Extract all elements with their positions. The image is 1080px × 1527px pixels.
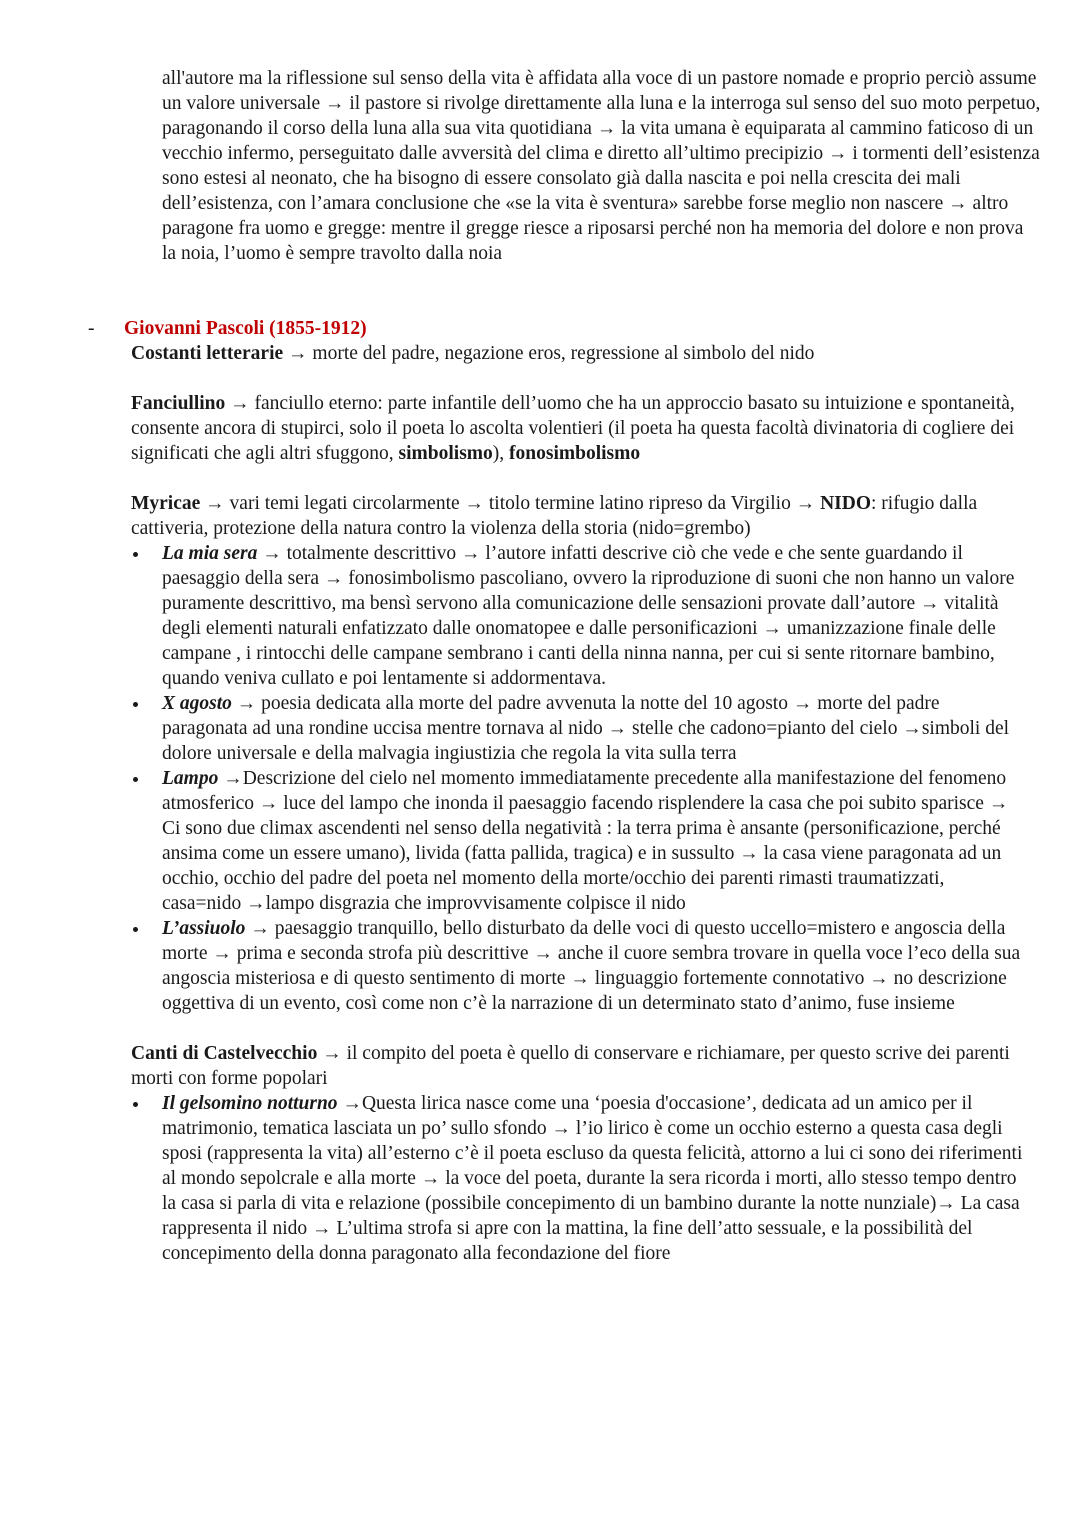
poem-title: Lampo	[162, 768, 219, 789]
list-item	[131, 1091, 1026, 1266]
myricae-poem-list	[131, 541, 1026, 1016]
section-title: Giovanni Pascoli (1855-1912)	[124, 318, 367, 339]
myricae-label: Myricae	[131, 493, 201, 514]
poem-title: L’assiuolo	[162, 918, 246, 939]
fonosimbolismo-term: fonosimbolismo	[509, 443, 641, 464]
poem-title: X agosto	[162, 693, 232, 714]
poem-text: → totalmente descrittivo → l’autore infatti descrive ciò che vede e che sente guardando il paesaggio della sera → fonosimbolismo pascoliano, ovvero la riproduzione di suoni che non hanno un valore puramente descrittivo, ma bensì servono alla comunicazione delle sensazioni provate dall’autore → vitalità degli elementi naturali enfatizzato dalle onomatopee e dalle personificazioni → umanizzazione finale delle campane , i rintocchi delle campane sembrano i canti della ninna nanna, per cui si sente ritornare bambino, quando veniva cullato e poi lentamente si addormentava.	[162, 543, 1015, 689]
myricae-text: → vari temi legati circolarmente → titolo termine latino ripreso da Virgilio →	[200, 493, 821, 514]
castelvecchio-text: → il compito del poeta è quello di conservare e richiamare, per questo scrive dei parenti morti con forme popolari	[131, 1043, 1010, 1089]
poem-text: →Descrizione del cielo nel momento immediatamente precedente alla manifestazione del fenomeno atmosferico → luce del lampo che inonda il paesaggio facendo risplendere la casa che poi subito sparisce → Ci sono due climax ascendenti nel senso della negatività : la terra prima è ansante (personificazione, perché ansima come un essere umano), livida (fatta pallida, tragica) e in sussulto → la casa viene paragonata ad un occhio, occhio del padre del poeta nel momento della morte/occhio dei parenti rimasti traumatizzati, casa=nido →lampo disgrazia che improvvisamente colpisce il nido	[162, 768, 1009, 914]
poem-text: → poesia dedicata alla morte del padre avvenuta la notte del 10 agosto → morte del padre paragonata ad una rondine uccisa mentre tornava al nido → stelle che cadono=pianto del cielo →simboli del dolore universale e della malvagia ingiustizia che regola la vita sulla terra	[162, 693, 1010, 764]
fanciullino-label: Fanciullino	[131, 393, 226, 414]
list-item	[131, 766, 1026, 916]
castelvecchio-poem-list	[131, 1091, 1026, 1266]
poem-text: → paesaggio tranquillo, bello disturbato da delle voci di questo uccello=mistero e angoscia della morte → prima e seconda strofa più descrittive → anche il cuore sembra trovare in quella voce l’eco della sua angoscia misteriosa e di questo sentimento di morte → linguaggio fortemente connotativo → no descrizione oggettiva di un evento, così come non c’è la narrazione di un determinato stato d’animo, fuse insieme	[162, 918, 1021, 1014]
continuation-text: all'autore ma la riflessione sul senso della vita è affidata alla voce di un pastore nomade e proprio perciò assume un valore universale → il pastore si rivolge direttamente alla luna e la interroga sul senso del suo moto perpetuo, paragonando il corso della luna alla sua vita quotidiana → la vita umana è equiparata al cammino faticoso di un vecchio infermo, perseguitato dalle avversità del clima e diretto all’ultimo precipizio → i tormenti dell’esistenza sono estesi al neonato, che ha bisogno di essere consolato già dalla nascita e poi nella crescita dei mali dell’esistenza, con l’amara conclusione che «se la vita è sventura» sarebbe forse meglio non nascere → altro paragone fra uomo e gregge: mentre il gregge riesce a riposarsi perché non ha memoria del dolore e non prova la noia, l’uomo è sempre travolto dalla noia	[162, 68, 1041, 264]
poem-title: La mia sera	[162, 543, 258, 564]
nido-term: NIDO	[820, 493, 872, 514]
fanciullino-text-2: ),	[492, 443, 510, 464]
list-item	[131, 916, 1026, 1016]
spacer	[131, 1016, 1026, 1041]
list-dash: -	[88, 318, 95, 339]
spacer	[131, 466, 1026, 491]
fanciullino-text: → fanciullo eterno: parte infantile dell’uomo che ha un approccio basato su intuizione e spontaneità, consente ancora di stupirci, solo il poeta lo ascolta volentieri (il poeta ha questa facoltà divinatoria di cogliere dei significati che agli altri sfuggono,	[131, 393, 1015, 464]
costanti-text: → morte del padre, negazione eros, regressione al simbolo del nido	[283, 343, 815, 364]
poem-text: →Questa lirica nasce come una ‘poesia d'occasione’, dedicata ad un amico per il matrimonio, tematica lasciata un po’ sullo sfondo → l’io lirico è come un occhio esterno a questa casa degli sposi (rappresenta la vita) all’esterno c’è il poeta escluso da questa felicità, attorno a lui ci sono dei riferimenti al mondo sepolcrale e alla morte → la voce del poeta, durante la sera ricorda i morti, allo stesso tempo dentro la casa si parla di vita e relazione (possibile concepimento di un bambino durante la notte nunziale)→ La casa rappresenta il nido → L’ultima strofa si apre con la mattina, la fine dell’atto sessuale, e la possibilità del concepimento della donna paragonato alla fecondazione del fiore	[162, 1093, 1023, 1264]
list-item	[131, 691, 1026, 766]
castelvecchio-paragraph	[131, 1041, 1026, 1091]
poem-title: Il gelsomino notturno	[162, 1093, 338, 1114]
fanciullino-paragraph	[131, 391, 1026, 466]
simbolismo-term: simbolismo	[398, 443, 493, 464]
myricae-paragraph	[131, 491, 1026, 541]
spacer	[131, 366, 1026, 391]
list-item	[131, 541, 1026, 691]
costanti-label: Costanti letterarie	[131, 343, 284, 364]
continuation-paragraph	[162, 66, 1042, 266]
costanti-paragraph	[131, 341, 1026, 366]
myricae-text-2: : rifugio dalla cattiveria, protezione della natura contro la violenza della storia (nido=grembo)	[131, 493, 978, 539]
castelvecchio-label: Canti di Castelvecchio	[131, 1043, 318, 1064]
section-body	[131, 341, 1026, 1266]
